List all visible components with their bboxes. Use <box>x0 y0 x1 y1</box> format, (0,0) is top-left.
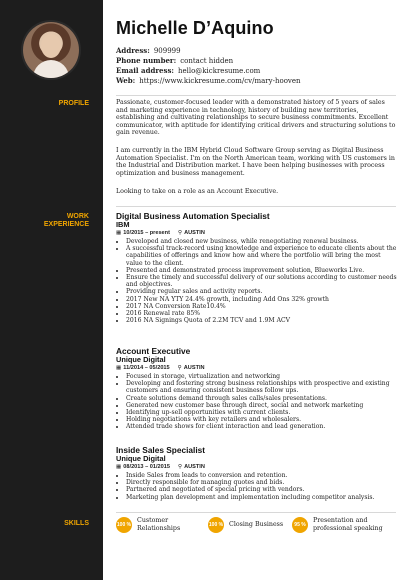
list-item: • 2016 Renewal rate 85% <box>126 310 398 317</box>
skill-level-badge: 100 % <box>116 517 132 533</box>
list-item: • Holding negotiations with key retailers and wholesalers. <box>126 416 398 423</box>
list-item: • Developing and fostering strong business relationships with prospective and existing customers and ensuring consistent business follow ups. <box>126 380 398 394</box>
candidate-name: Michelle D’Aquino <box>116 18 274 38</box>
calendar-icon: ▦ <box>116 230 122 236</box>
profile-paragraph-1: Passionate, customer-focused leader with a demonstrated history of 5 years of sales and marketing experience in technology, history of building new territories, establishing and cultivating relationships to secure business commitments. Excellent communicator, with aptitude for identifying critical drivers and structuring solutions to gain revenue. <box>116 99 396 137</box>
job-meta: ▦ 11/2014 – 05/2015 ⚲ AUSTIN <box>116 365 205 371</box>
list-item: • 2016 NA Signings Quota of 2.2M TCV and 1.9M ACV <box>126 317 398 324</box>
skill-item <box>116 517 206 545</box>
location-pin-icon: ⚲ <box>177 365 182 371</box>
divider <box>116 95 396 96</box>
location-pin-icon: ⚲ <box>177 230 183 236</box>
sidebar <box>0 0 103 580</box>
skill-label: Customer Relationships <box>137 517 181 532</box>
job-bullets <box>116 373 398 431</box>
job-title: Inside Sales Specialist <box>116 445 206 455</box>
job-bullets <box>116 238 398 324</box>
section-work-heading: WORK EXPERIENCE <box>43 213 89 228</box>
list-item: • A successful track-record using knowledge and experience to educate clients about the capabilities of offerings and know how and where the portfolio will bring the most value to the client. <box>126 245 398 267</box>
list-item: • Marketing plan development and implementation including competitor analysis. <box>126 494 398 501</box>
list-item: • 2017 NA Conversion Rate10.4% <box>126 303 398 310</box>
list-item: • Focused in storage, virtualization and networking <box>126 373 398 380</box>
list-item: • Developed and closed new business, while renegotiating renewal business. <box>126 238 398 245</box>
job-bullets <box>116 472 398 501</box>
job-entry <box>116 347 398 431</box>
job-company: Unique Digital <box>116 355 166 364</box>
skill-item <box>292 517 396 545</box>
section-skills-heading: SKILLS <box>64 520 89 527</box>
job-entry <box>116 446 398 501</box>
skill-label: Closing Business <box>229 521 284 528</box>
list-item: • Generated new customer base through direct, social and network marketing <box>126 402 398 409</box>
contact-block <box>116 46 396 86</box>
list-item: • Providing regular sales and activity reports. <box>126 288 398 295</box>
skills-row <box>116 517 406 557</box>
job-entry <box>116 212 398 324</box>
skill-label: Presentation and professional speaking <box>313 517 383 532</box>
list-item: • Identifying up-sell opportunities with current clients. <box>126 409 398 416</box>
location-pin-icon: ⚲ <box>177 464 183 470</box>
skill-item <box>208 517 298 545</box>
job-title: Digital Business Automation Specialist <box>116 211 270 221</box>
calendar-icon: ▦ <box>116 365 122 371</box>
job-title: Account Executive <box>116 346 191 356</box>
job-meta: ▦ 08/2013 – 01/2015 ⚲ AUSTIN <box>116 464 205 470</box>
list-item: • Create solutions demand through sales calls/sales presentations. <box>126 395 398 402</box>
contact-address: Address: 909999 <box>116 46 181 55</box>
contact-email[interactable]: Email address: hello@kickresume.com <box>116 66 261 75</box>
list-item: • Partnered and negotiated of special pricing with vendors. <box>126 486 398 493</box>
job-company: IBM <box>116 220 130 229</box>
list-item: • Directly responsible for managing quotes and bids. <box>126 479 398 486</box>
section-profile-heading: PROFILE <box>58 100 89 107</box>
list-item: • Attended trade shows for client interaction and lead generation. <box>126 423 398 430</box>
job-meta: ▦ 10/2015 – present ⚲ AUSTIN <box>116 230 205 236</box>
divider <box>116 206 396 207</box>
contact-web[interactable]: Web: https://www.kickresume.com/cv/mary-hooven <box>116 76 301 85</box>
calendar-icon: ▦ <box>116 464 122 470</box>
list-item: • Presented and demonstrated process improvement solution, Blueworks Live. <box>126 267 398 274</box>
list-item: • Ensure the timely and successful delivery of our solutions according to customer needs and objectives. <box>126 274 398 288</box>
list-item: • Inside Sales from leads to conversion and retention. <box>126 472 398 479</box>
contact-phone: Phone number: contact hidden <box>116 56 234 65</box>
list-item: • 2017 New NA YTY 24.4% growth, including Add Ons 32% growth <box>126 296 398 303</box>
profile-photo <box>23 22 79 78</box>
skill-level-badge: 100 % <box>208 517 224 533</box>
divider <box>116 512 396 513</box>
job-company: Unique Digital <box>116 454 166 463</box>
profile-paragraph-2: I am currently in the IBM Hybrid Cloud Software Group serving as Digital Business Automation Specialist. I'm on the North American team, working with US customers in the Industrial and Distribution market. I have been helping businesses with process optimization and business management. <box>116 147 395 177</box>
skill-level-badge: 95 % <box>292 517 308 533</box>
profile-paragraph-3: Looking to take on a role as an Account Executive. <box>116 188 279 195</box>
